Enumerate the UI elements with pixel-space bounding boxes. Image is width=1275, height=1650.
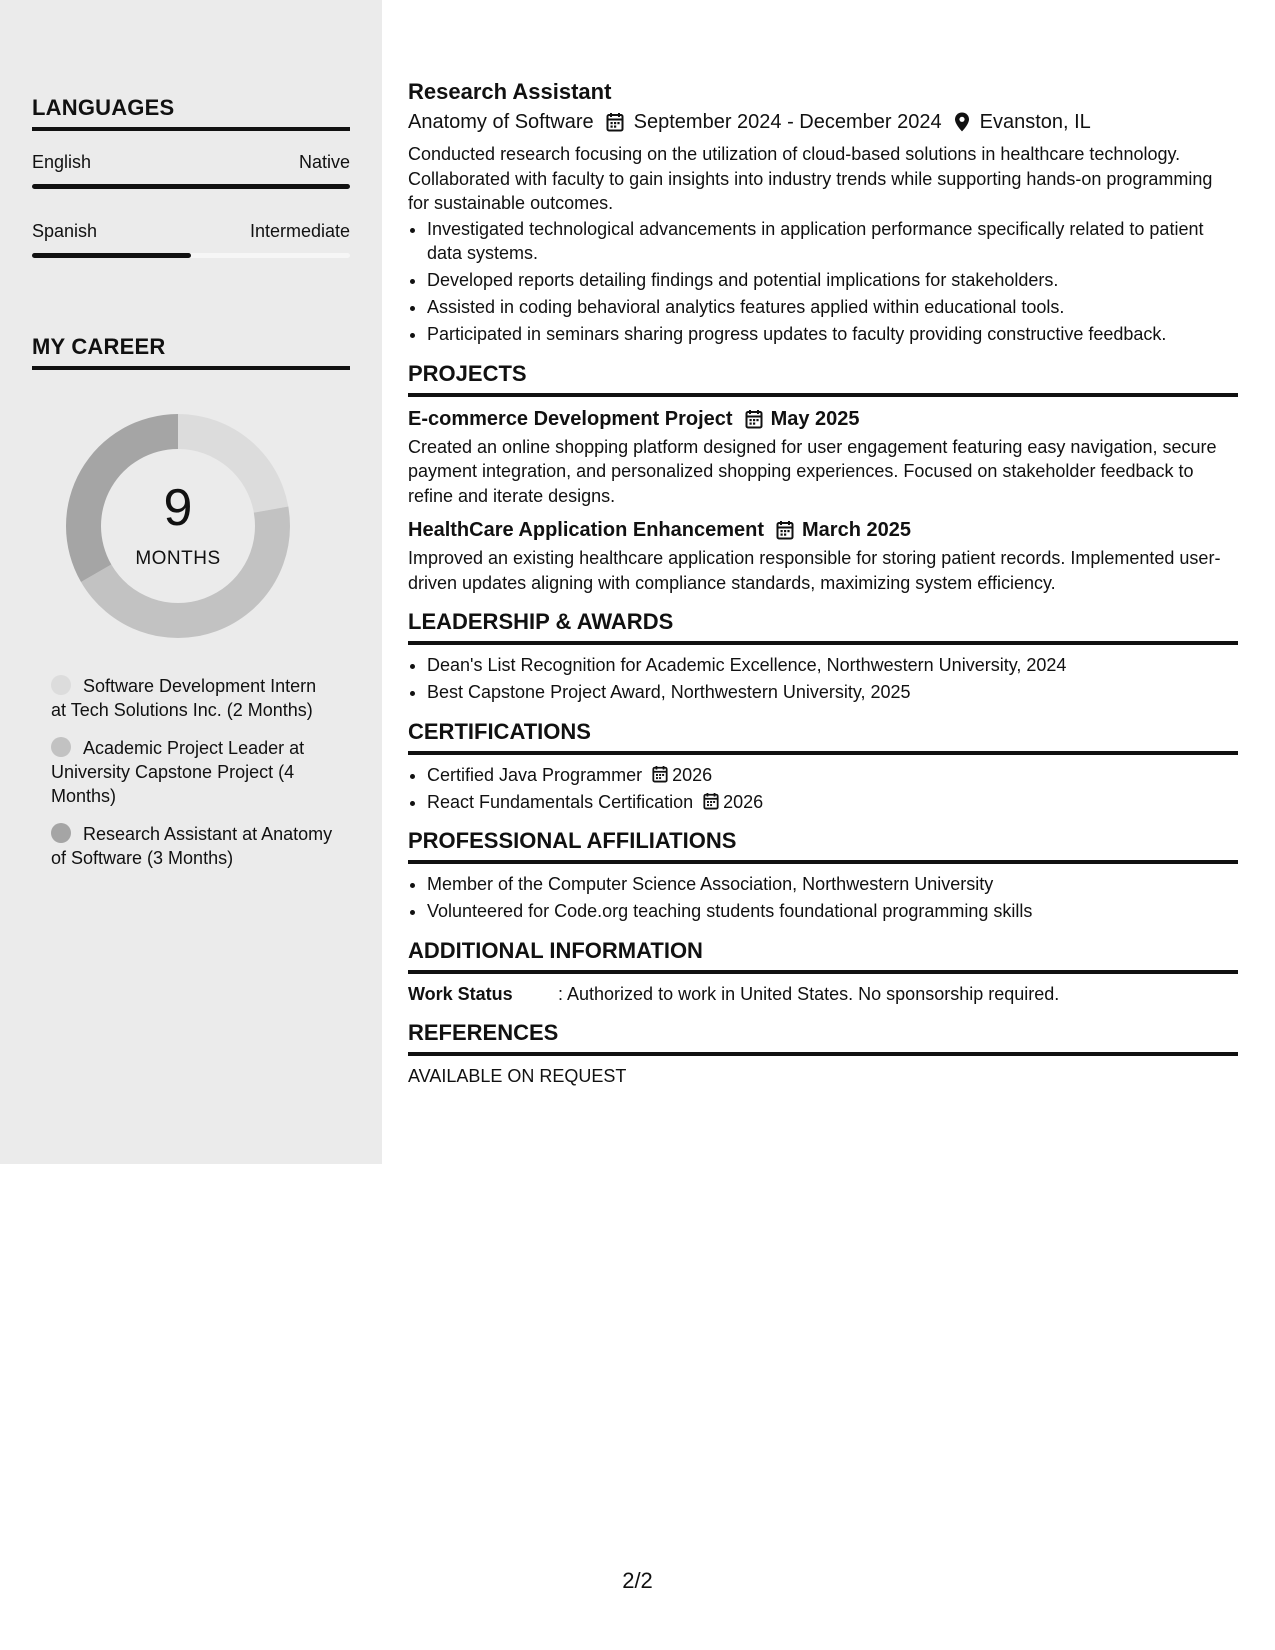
- language-level: Native: [298, 152, 350, 172]
- project-entry: [408, 516, 1238, 595]
- language-bar-english: [32, 184, 350, 189]
- work-status-label: Work Status: [408, 983, 513, 1004]
- projects-heading: PROJECTS: [408, 361, 1238, 397]
- project-title: HealthCare Application Enhancement: [408, 519, 764, 541]
- certification-year: 2026: [723, 791, 764, 812]
- project-date: May 2025: [770, 407, 860, 430]
- legend-dot-icon: [51, 675, 71, 695]
- language-row-english: [32, 152, 350, 173]
- project-description: Improved an existing healthcare application responsible for storing patient records. Implemented user-driven updates aligning with compliance standards, maximizing system efficiency.: [408, 548, 1221, 593]
- work-status-row: [408, 982, 1238, 1006]
- language-bar-spanish: [32, 253, 350, 258]
- certification-item: [427, 790, 1238, 815]
- calendar-icon: [606, 112, 624, 132]
- job-summary: Conducted research focusing on the utilization of cloud-based solutions in healthcare technology. Collaborated with faculty to gain insights into industry trends while supporting hands-on programming for sustainable outcomes.: [408, 144, 1213, 213]
- certification-year: 2026: [672, 764, 713, 785]
- legend-dot-icon: [51, 823, 71, 843]
- language-name: Spanish: [32, 221, 98, 241]
- affiliations-list: [408, 872, 1238, 924]
- job-dates: September 2024 - December 2024: [633, 111, 942, 133]
- certifications-heading: CERTIFICATIONS: [408, 719, 1238, 755]
- language-name: English: [32, 152, 92, 172]
- experience-entry: [408, 78, 1238, 347]
- career-donut-chart: [66, 414, 290, 638]
- job-location: Evanston, IL: [979, 111, 1091, 133]
- language-level: Intermediate: [249, 221, 350, 241]
- certification-item: [427, 763, 1238, 788]
- job-bullet: • Assisted in coding behavioral analytics features applied within educational tools.: [427, 295, 1238, 320]
- project-date: March 2025: [802, 519, 911, 541]
- affiliations-heading: PROFESSIONAL AFFILIATIONS: [408, 828, 1238, 864]
- language-bar-fill: [32, 253, 191, 258]
- career-legend-item: [51, 822, 336, 870]
- certification-name: Certified Java Programmer: [427, 764, 643, 785]
- career-legend-label: Software Development Intern at Tech Solutions Inc. (2 Months): [51, 676, 317, 720]
- calendar-icon: [703, 792, 719, 810]
- leadership-item: • Dean's List Recognition for Academic Excellence, Northwestern University, 2024: [427, 653, 1238, 678]
- career-total-unit: MONTHS: [135, 548, 221, 569]
- affiliation-item: • Volunteered for Code.org teaching students foundational programming skills: [427, 899, 1238, 924]
- calendar-icon: [652, 765, 668, 783]
- project-title-row: [408, 516, 1238, 544]
- leadership-heading: LEADERSHIP & AWARDS: [408, 609, 1238, 645]
- job-bullets: [408, 217, 1238, 347]
- project-title: E-commerce Development Project: [408, 407, 733, 430]
- affiliation-item: • Member of the Computer Science Association, Northwestern University: [427, 872, 1238, 897]
- legend-dot-icon: [51, 737, 71, 757]
- project-entry: [408, 405, 1238, 509]
- job-title: Research Assistant: [408, 79, 612, 104]
- certification-name: React Fundamentals Certification: [427, 791, 694, 812]
- job-bullet: • Investigated technological advancements in application performance specifically related to patient data systems.: [427, 217, 1238, 266]
- project-description: Created an online shopping platform designed for user engagement featuring easy navigation, secure payment integration, and personalized shopping experiences. Focused on stakeholder feedback to refine and iterate designs.: [408, 436, 1217, 506]
- leadership-item: • Best Capstone Project Award, Northwestern University, 2025: [427, 680, 1238, 705]
- job-bullet: • Developed reports detailing findings and potential implications for stakeholders.: [427, 268, 1238, 293]
- additional-info-heading: ADDITIONAL INFORMATION: [408, 938, 1238, 974]
- references-text: AVAILABLE ON REQUEST: [408, 1065, 627, 1086]
- career-legend-item: [51, 674, 336, 722]
- map-pin-icon: [954, 112, 970, 132]
- main-content: [408, 78, 1238, 1088]
- career-total-months: 9: [163, 479, 193, 537]
- certifications-list: [408, 763, 1238, 815]
- career-legend-label: Academic Project Leader at University Capstone Project (4 Months): [51, 738, 305, 806]
- career-legend: [51, 674, 336, 884]
- leadership-list: [408, 653, 1238, 705]
- languages-heading: LANGUAGES: [32, 95, 350, 131]
- career-legend-item: [51, 736, 336, 808]
- work-status-value: : Authorized to work in United States. No sponsorship required.: [558, 983, 1060, 1004]
- job-meta: [408, 108, 1238, 136]
- job-bullet: • Participated in seminars sharing progress updates to faculty providing constructive feedback.: [427, 322, 1238, 347]
- career-legend-label: Research Assistant at Anatomy of Software (3 Months): [51, 824, 333, 868]
- sidebar: [0, 0, 382, 1164]
- language-row-spanish: [32, 221, 350, 242]
- calendar-icon: [745, 409, 763, 429]
- career-heading: MY CAREER: [32, 334, 350, 370]
- language-bar-fill: [32, 184, 350, 189]
- page-number: 2/2: [622, 1568, 653, 1593]
- references-heading: REFERENCES: [408, 1020, 1238, 1056]
- calendar-icon: [776, 520, 794, 540]
- company-name: Anatomy of Software: [408, 111, 594, 133]
- project-title-row: [408, 405, 1238, 433]
